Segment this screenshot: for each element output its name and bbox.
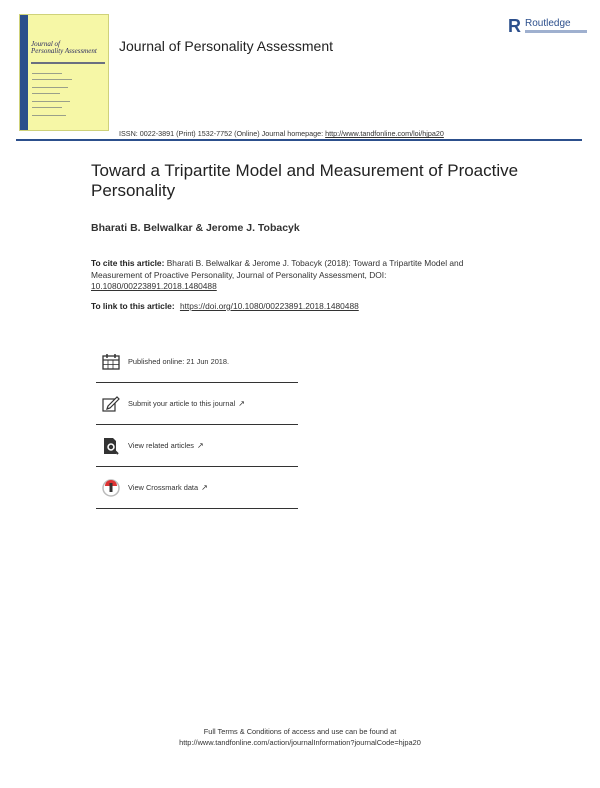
cover-spine [20, 15, 28, 130]
citation-doi-link[interactable]: 10.1080/00223891.2018.1480488 [91, 281, 217, 291]
issn-text: ISSN: 0022-3891 (Print) 1532-7752 (Online) Journal homepage: [119, 129, 324, 138]
document-search-icon [100, 436, 122, 456]
link-to-label: To link to this article: [91, 301, 175, 311]
submit-article-item[interactable] [96, 383, 298, 425]
publisher-name: Routledge [525, 18, 571, 29]
external-link-icon: ↗ [197, 441, 204, 450]
calendar-icon [100, 352, 122, 372]
cover-text-line [32, 79, 72, 80]
cover-title-line1: Journal of [31, 40, 60, 48]
article-title: Toward a Tripartite Model and Measurement of Proactive Personality [91, 161, 519, 200]
article-authors: Bharati B. Belwalkar & Jerome J. Tobacyk [91, 222, 300, 234]
cover-text-line [32, 93, 60, 94]
external-link-icon: ↗ [201, 483, 208, 492]
published-online-item [96, 341, 298, 383]
crossmark-icon [100, 478, 122, 498]
footer-terms-link[interactable]: http://www.tandfonline.com/action/journalInformation?journalCode=hjpa20 [179, 738, 421, 747]
link-to-article [91, 301, 359, 311]
footer-terms [0, 726, 600, 748]
issn-line [119, 129, 444, 138]
related-articles-item[interactable] [96, 425, 298, 467]
citation-block [91, 258, 511, 293]
publisher-logo [508, 16, 588, 42]
footer-terms-text: Full Terms & Conditions of access and use can be found at [203, 727, 397, 736]
header-divider [16, 139, 582, 141]
citation-label: To cite this article: [91, 258, 165, 268]
cover-text-line [32, 87, 68, 88]
article-info-list [96, 341, 298, 509]
cover-title-line2: Personality Assessment [31, 47, 97, 55]
published-online-label: Published online: 21 Jun 2018. [128, 357, 230, 366]
journal-cover-image [19, 14, 109, 131]
external-link-icon: ↗ [238, 399, 245, 408]
edit-icon [100, 394, 122, 414]
submit-article-label[interactable]: Submit your article to this journal [128, 399, 236, 408]
citation-text: Bharati B. Belwalkar & Jerome J. Tobacyk (2018): Toward a Tripartite Model and Measurement of Proactive Personality, Journal of Personality Assessment, DOI: [91, 258, 464, 280]
journal-homepage-link[interactable]: http://www.tandfonline.com/loi/hjpa20 [325, 129, 444, 138]
related-articles-label[interactable]: View related articles [128, 441, 194, 450]
article-doi-url-link[interactable]: https://doi.org/10.1080/00223891.2018.1480488 [179, 301, 359, 311]
cover-text-line [32, 73, 62, 74]
routledge-r-icon: R [508, 16, 521, 36]
cover-subtitle-bar [31, 62, 105, 64]
cover-text-line [32, 115, 66, 116]
journal-title: Journal of Personality Assessment [119, 38, 333, 54]
cover-text-line [32, 101, 70, 102]
cover-title [31, 41, 107, 55]
publisher-tagline-bar [525, 30, 587, 33]
cover-text-line [32, 107, 62, 108]
crossmark-label[interactable]: View Crossmark data [128, 483, 199, 492]
crossmark-item[interactable] [96, 467, 298, 509]
